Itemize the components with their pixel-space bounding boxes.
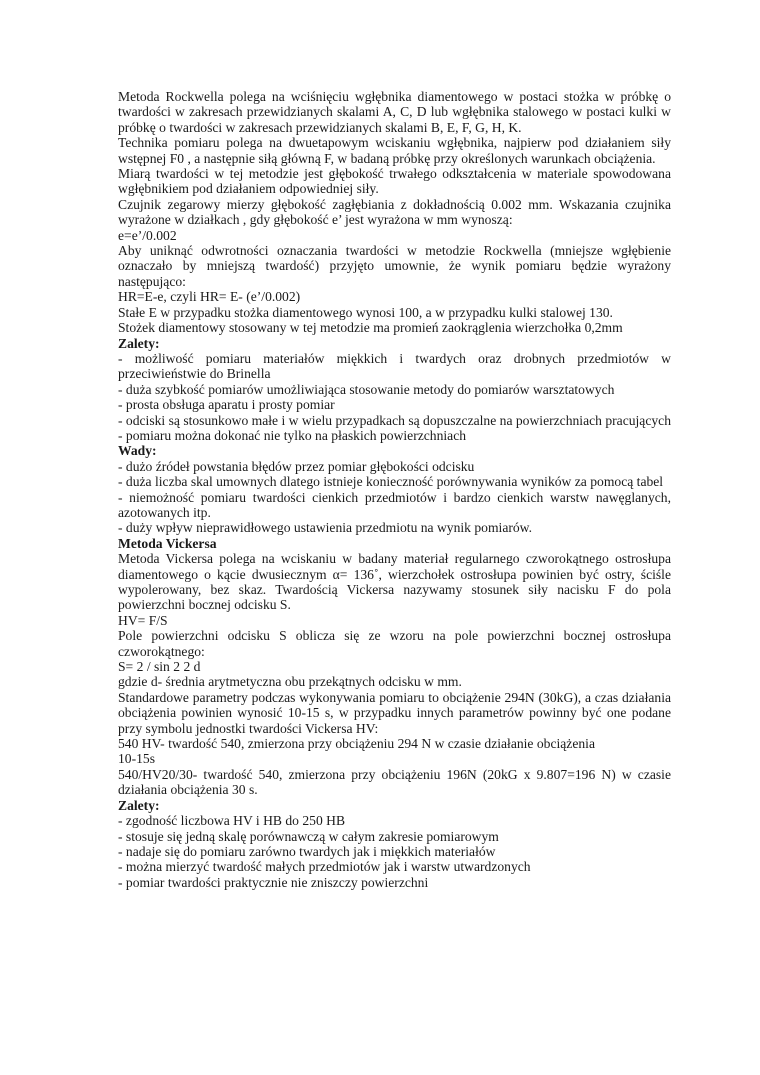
paragraph: 540/HV20/30- twardość 540, zmierzona przy obciążeniu 196N (20kG x 9.807=196 N) w czasie działania obciążenia 30 s. (118, 766, 671, 798)
list-item: - pomiar twardości praktycznie nie zniszczy powierzchni (118, 874, 429, 890)
paragraph: Standardowe parametry podczas wykonywania pomiaru to obciążenie 294N (30kG), a czas działania obciążenia powinien wynosić 10-15 s, w przypadku innych parametrów powinny być one podane przy symbolu jednostki twardości Vickersa HV: (118, 689, 671, 736)
section-heading-vickers: Metoda Vickersa (118, 535, 217, 551)
section-heading-disadvantages: Wady: (118, 443, 157, 459)
list-item: - duży wpływ nieprawidłowego ustawienia przedmiotu na wynik pomiarów. (118, 520, 533, 536)
list-item: - odciski są stosunkowo małe i w wielu przypadkach są dopuszczalne na powierzchniach pracujących (118, 412, 671, 428)
paragraph: Pole powierzchni odcisku S oblicza się ze wzoru na pole powierzchni bocznej ostrosłupa czworokątnego: (118, 628, 671, 659)
paragraph: 10-15s (118, 751, 156, 767)
section-heading-advantages: Zalety: (118, 797, 160, 813)
formula: S= 2 / sin 2 2 d (118, 659, 201, 675)
formula: e=e’/0.002 (118, 227, 177, 243)
list-item: - możliwość pomiaru materiałów miękkich i twardych oraz drobnych przedmiotów w przeciwieństwie do Brinella (118, 350, 671, 382)
list-item: - duża liczba skal umownych dlatego istnieje konieczność porównywania wyników za pomocą tabel (118, 474, 664, 490)
paragraph: Stałe E w przypadku stożka diamentowego wynosi 100, a w przypadku kulki stalowej 130. (118, 304, 613, 320)
paragraph: Stożek diamentowy stosowany w tej metodzie ma promień zaokrąglenia wierzchołka 0,2mm (118, 320, 623, 336)
paragraph: Technika pomiaru polega na dwuetapowym wciskaniu wgłębnika, najpierw pod działaniem siły wstępnej F0 , a następnie siłą główną F, w badaną próbkę przy określonych warunkach obciążenia. (118, 135, 671, 166)
list-item: - duża szybkość pomiarów umożliwiająca stosowanie metody do pomiarów warsztatowych (118, 381, 615, 397)
paragraph: Metoda Vickersa polega na wciskaniu w badany materiał regularnego czworokątnego ostrosłupa diamentowego o kącie dwusiecznym α= 136˚, wierzchołek ostrosłupa powinien być ostry, ściśle wypolerowany, bez skaz. Twardością Vickersa nazywamy stosunek siły nacisku F do pola powierzchni bocznej odcisku S. (118, 551, 671, 613)
paragraph: Miarą twardości w tej metodzie jest głębokość trwałego odkształcenia w materiale spowodowana wgłębnikiem pod działaniem odpowiedniej siły. (118, 166, 671, 197)
paragraph: gdzie d- średnia arytmetyczna obu przekątnych odcisku w mm. (118, 674, 462, 690)
section-heading-advantages: Zalety: (118, 335, 160, 351)
list-item: - nadaje się do pomiaru zarówno twardych jak i miękkich materiałów (118, 843, 496, 859)
list-item: - niemożność pomiaru twardości cienkich przedmiotów i bardzo cienkich warstw nawęglanych, azotowanych itp. (118, 489, 671, 520)
list-item: - pomiaru można dokonać nie tylko na płaskich powierzchniach (118, 427, 467, 443)
list-item: - stosuje się jedną skalę porównawczą w całym zakresie pomiarowym (118, 828, 499, 844)
paragraph: Czujnik zegarowy mierzy głębokość zagłębiania z dokładnością 0.002 mm. Wskazania czujnika wyrażone w działkach , gdy głębokość e’ jest wyrażona w mm wynoszą: (118, 196, 671, 228)
list-item: - dużo źródeł powstania błędów przez pomiar głębokości odcisku (118, 458, 475, 474)
list-item: - prosta obsługa aparatu i prosty pomiar (118, 397, 335, 413)
formula: HV= F/S (118, 612, 168, 628)
paragraph: Aby uniknąć odwrotności oznaczania twardości w metodzie Rockwella (mniejsze wgłębienie oznaczało by mniejszą twardość) przyjęto umownie, że wynik pomiaru będzie wyrażony następująco: (118, 243, 671, 289)
list-item: - można mierzyć twardość małych przedmiotów jak i warstw utwardzonych (118, 859, 531, 875)
formula: HR=E-e, czyli HR= E- (e’/0.002) (118, 289, 301, 305)
paragraph: 540 HV- twardość 540, zmierzona przy obciążeniu 294 N w czasie działanie obciążenia (118, 736, 595, 752)
paragraph: Metoda Rockwella polega na wciśnięciu wgłębnika diamentowego w postaci stożka w próbkę o twardości w zakresach przewidzianych skalami A, C, D lub wgłębnika stalowego w postaci kulki w próbkę o twardości w zakresach przewidzianych skalami B, E, F, G, H, K. (118, 89, 671, 135)
document-page (118, 89, 671, 890)
list-item: - zgodność liczbowa HV i HB do 250 HB (118, 813, 346, 829)
